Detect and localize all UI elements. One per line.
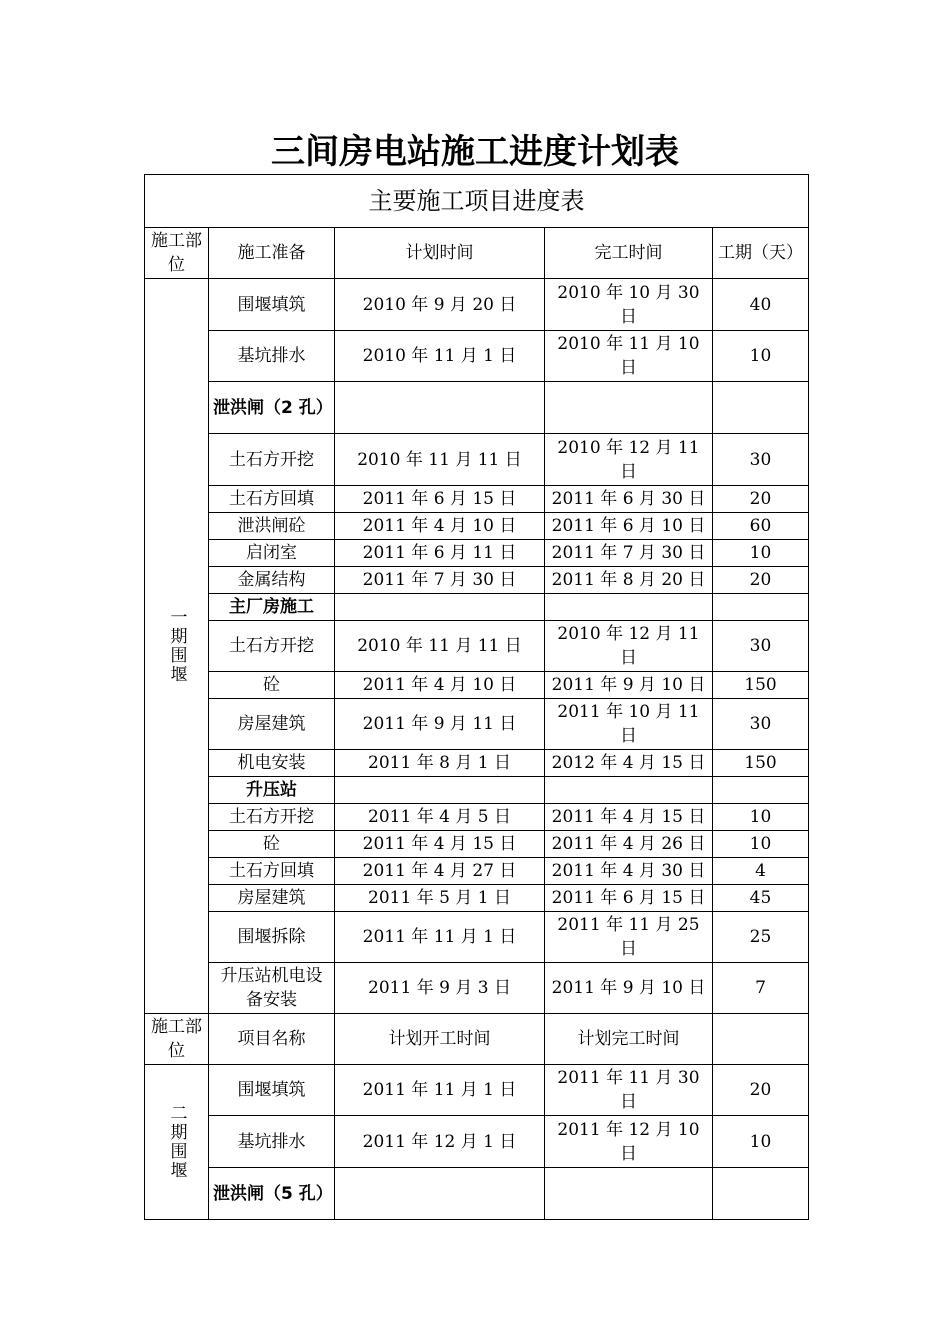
duration-days: 150 [713,750,809,777]
task-name: 砼 [209,672,335,699]
start-date: 2010 年 11 月 1 日 [335,331,545,382]
task-name: 主厂房施工 [209,594,335,621]
column-header: 计划完工时间 [545,1014,713,1065]
task-name: 砼 [209,831,335,858]
table-row [145,1065,809,1116]
task-name: 房屋建筑 [209,699,335,750]
end-date: 2011 年 8 月 20 日 [545,567,713,594]
duration-days: 10 [713,1116,809,1168]
schedule-table [144,174,809,1220]
duration-days: 60 [713,513,809,540]
task-name: 泄洪闸砼 [209,513,335,540]
duration-days: 10 [713,540,809,567]
start-date: 2011 年 4 月 5 日 [335,804,545,831]
task-name: 机电安装 [209,750,335,777]
duration-days: 30 [713,621,809,672]
end-date: 2011 年 12 月 10 日 [545,1116,713,1168]
duration-days: 25 [713,912,809,963]
start-date: 2010 年 11 月 11 日 [335,621,545,672]
duration-days [713,382,809,434]
task-name: 围堰填筑 [209,1065,335,1116]
table-row [145,1116,809,1168]
column-header: 计划时间 [335,228,545,279]
start-date: 2011 年 11 月 1 日 [335,912,545,963]
table-row [145,567,809,594]
table-row [145,885,809,912]
end-date: 2011 年 10 月 11 日 [545,699,713,750]
start-date: 2011 年 5 月 1 日 [335,885,545,912]
end-date [545,1168,713,1220]
table-row [145,331,809,382]
task-name: 基坑排水 [209,1116,335,1168]
start-date: 2011 年 6 月 15 日 [335,486,545,513]
phase-label: 二期围堰 [145,1065,209,1220]
end-date: 2012 年 4 月 15 日 [545,750,713,777]
table-row [145,963,809,1014]
duration-days: 20 [713,567,809,594]
start-date: 2010 年 9 月 20 日 [335,279,545,331]
task-name: 升压站机电设备安装 [209,963,335,1014]
end-date: 2010 年 11 月 10 日 [545,331,713,382]
table-row [145,513,809,540]
duration-days [713,1168,809,1220]
table-row [145,750,809,777]
column-header: 计划开工时间 [335,1014,545,1065]
start-date: 2011 年 4 月 10 日 [335,672,545,699]
duration-days: 150 [713,672,809,699]
task-name: 围堰填筑 [209,279,335,331]
table-row [145,621,809,672]
end-date: 2011 年 6 月 15 日 [545,885,713,912]
start-date: 2011 年 4 月 10 日 [335,513,545,540]
task-name: 升压站 [209,777,335,804]
column-header: 施工准备 [209,228,335,279]
table-title-row [145,175,809,228]
table-row [145,540,809,567]
header-row [145,228,809,279]
table-title: 主要施工项目进度表 [145,175,809,228]
end-date: 2011 年 11 月 30 日 [545,1065,713,1116]
end-date: 2011 年 9 月 10 日 [545,672,713,699]
task-name: 土石方开挖 [209,434,335,486]
duration-days: 20 [713,1065,809,1116]
task-name: 金属结构 [209,567,335,594]
duration-days: 20 [713,486,809,513]
task-name: 土石方回填 [209,486,335,513]
end-date: 2010 年 12 月 11 日 [545,621,713,672]
duration-days: 30 [713,699,809,750]
end-date: 2011 年 6 月 10 日 [545,513,713,540]
duration-days: 4 [713,858,809,885]
end-date: 2011 年 4 月 26 日 [545,831,713,858]
start-date [335,777,545,804]
table-row [145,279,809,331]
table-row [145,699,809,750]
end-date: 2011 年 6 月 30 日 [545,486,713,513]
end-date: 2010 年 12 月 11 日 [545,434,713,486]
column-header: 项目名称 [209,1014,335,1065]
task-name: 围堰拆除 [209,912,335,963]
start-date: 2011 年 9 月 3 日 [335,963,545,1014]
header-row [145,1014,809,1065]
column-header: 施工部位 [145,228,209,279]
table-row [145,382,809,434]
start-date: 2011 年 7 月 30 日 [335,567,545,594]
start-date [335,594,545,621]
end-date: 2011 年 4 月 15 日 [545,804,713,831]
start-date [335,1168,545,1220]
table-row [145,777,809,804]
end-date: 2011 年 9 月 10 日 [545,963,713,1014]
table-row [145,912,809,963]
start-date: 2011 年 11 月 1 日 [335,1065,545,1116]
start-date: 2011 年 8 月 1 日 [335,750,545,777]
start-date: 2011 年 4 月 15 日 [335,831,545,858]
end-date: 2010 年 10 月 30 日 [545,279,713,331]
task-name: 土石方回填 [209,858,335,885]
column-header: 工期（天） [713,228,809,279]
duration-days: 10 [713,831,809,858]
end-date: 2011 年 7 月 30 日 [545,540,713,567]
table-row [145,434,809,486]
table-row [145,672,809,699]
start-date: 2010 年 11 月 11 日 [335,434,545,486]
duration-days [713,777,809,804]
task-name: 基坑排水 [209,331,335,382]
task-name: 房屋建筑 [209,885,335,912]
duration-days: 10 [713,331,809,382]
duration-days: 45 [713,885,809,912]
phase-label: 一期围堰 [145,279,209,1014]
task-name: 土石方开挖 [209,804,335,831]
end-date [545,777,713,804]
duration-days [713,594,809,621]
end-date: 2011 年 11 月 25 日 [545,912,713,963]
duration-days: 30 [713,434,809,486]
start-date: 2011 年 12 月 1 日 [335,1116,545,1168]
duration-days: 10 [713,804,809,831]
end-date: 2011 年 4 月 30 日 [545,858,713,885]
table-row [145,1168,809,1220]
duration-days: 7 [713,963,809,1014]
task-name: 启闭室 [209,540,335,567]
table-row [145,858,809,885]
table-row [145,804,809,831]
column-header [713,1014,809,1065]
start-date [335,382,545,434]
page-title: 三间房电站施工进度计划表 [271,132,679,172]
start-date: 2011 年 4 月 27 日 [335,858,545,885]
end-date [545,594,713,621]
task-name: 泄洪闸（5 孔） [209,1168,335,1220]
table-row [145,486,809,513]
table-row [145,831,809,858]
task-name: 泄洪闸（2 孔） [209,382,335,434]
column-header: 完工时间 [545,228,713,279]
task-name: 土石方开挖 [209,621,335,672]
end-date [545,382,713,434]
column-header: 施工部位 [145,1014,209,1065]
start-date: 2011 年 6 月 11 日 [335,540,545,567]
table-row [145,594,809,621]
start-date: 2011 年 9 月 11 日 [335,699,545,750]
duration-days: 40 [713,279,809,331]
